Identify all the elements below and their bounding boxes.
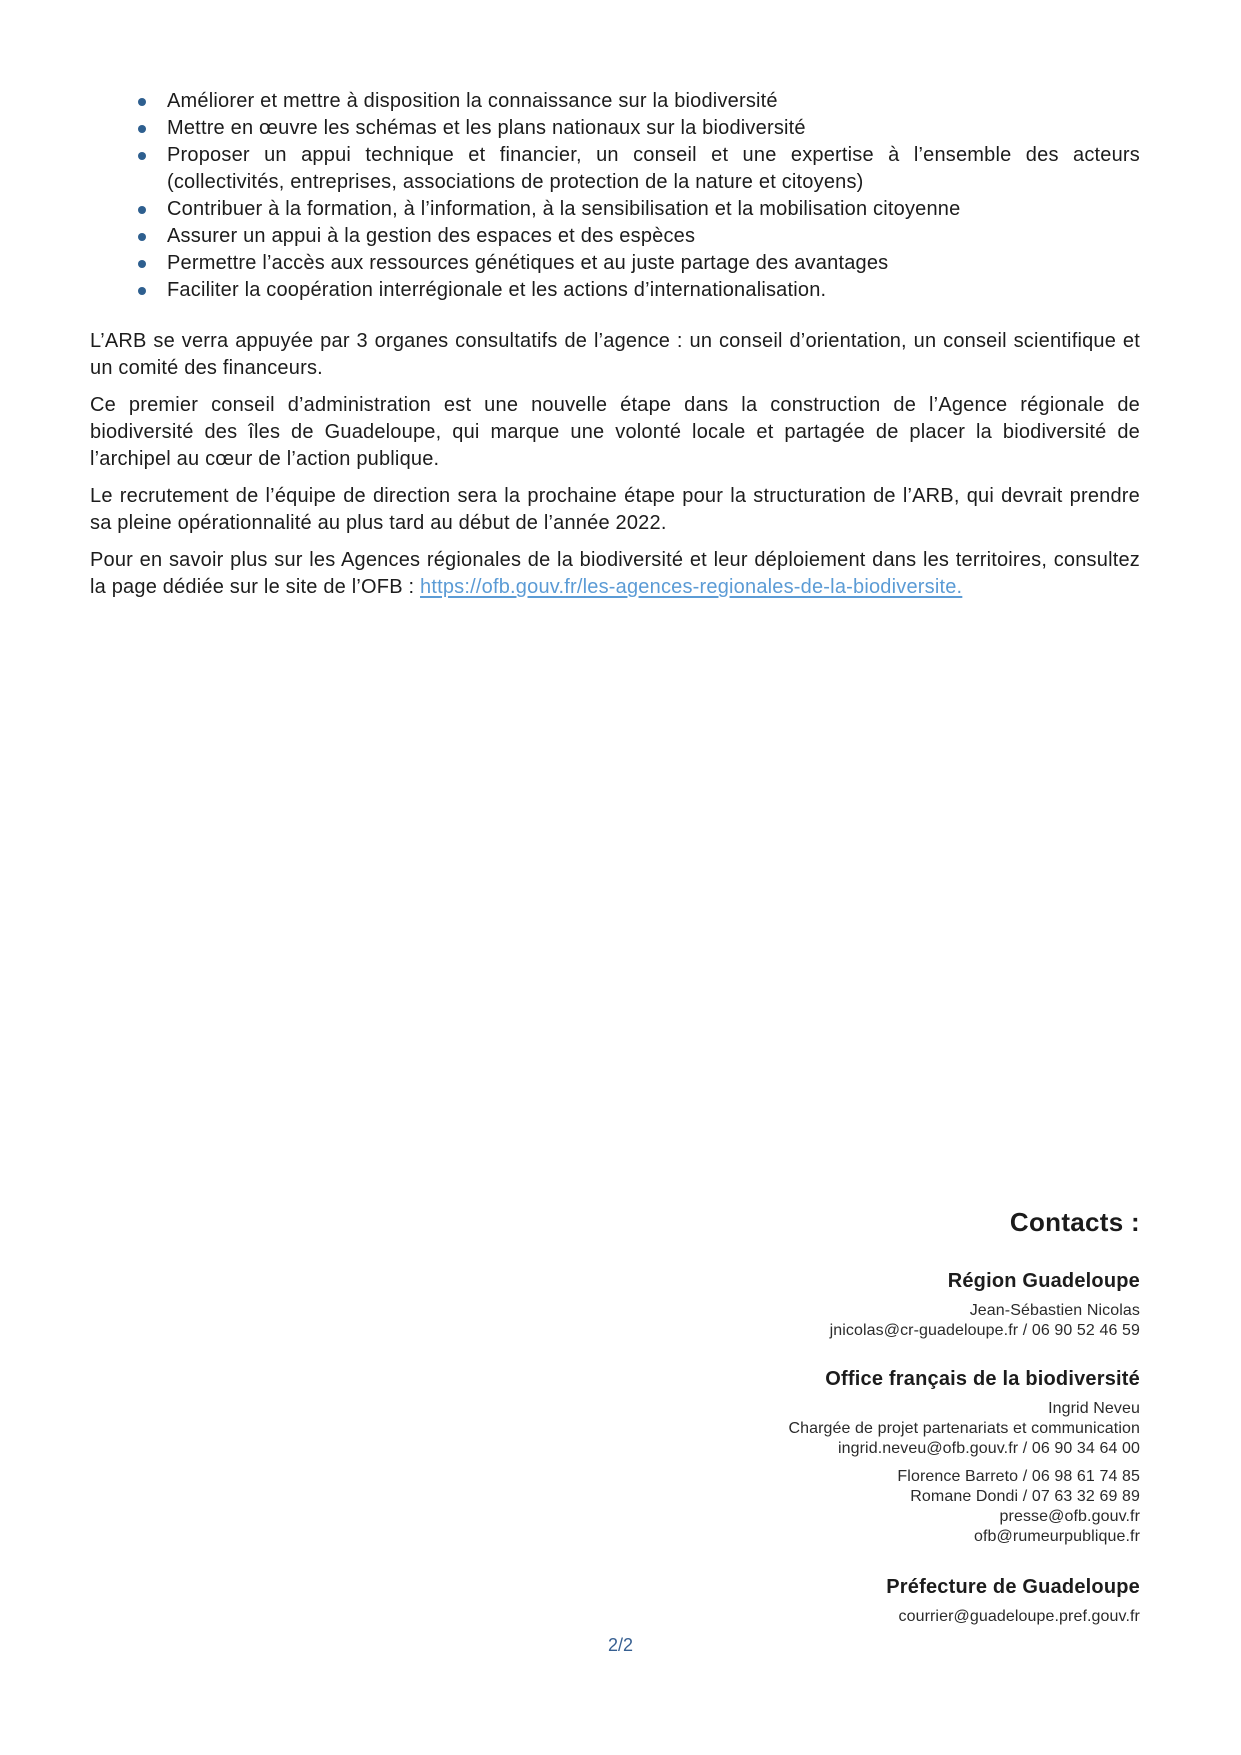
list-item: [90, 196, 1140, 223]
list-item-text: Assurer un appui à la gestion des espaces et des espèces: [167, 225, 696, 247]
contact-block-prefecture: [90, 1575, 1140, 1627]
bullet-icon: [138, 287, 146, 295]
contact-org-name: Région Guadeloupe: [947, 1270, 1140, 1292]
bullet-icon: [138, 206, 146, 214]
bullet-icon: [138, 152, 146, 160]
paragraph-premier-conseil: Ce premier conseil d’administration est une nouvelle étape dans la construction de l’Agence régionale de biodiversité des îles de Guadeloupe, qui marque une volonté locale et partagée de placer la biodiversité de l’archipel au cœur de l’action publique.: [90, 394, 1140, 470]
document-body: [90, 88, 1140, 601]
list-item: [90, 88, 1140, 115]
contact-block-ofb: [90, 1367, 1140, 1547]
list-item: [90, 277, 1140, 304]
list-item: [90, 223, 1140, 250]
contact-group: [90, 1607, 1140, 1627]
contact-group: [90, 1467, 1140, 1547]
contact-block-region-guadeloupe: [90, 1269, 1140, 1341]
contact-org-name: Office français de la biodiversité: [825, 1368, 1140, 1390]
contact-person-name: Ingrid Neveu: [1048, 1400, 1140, 1417]
contact-email-phone: ingrid.neveu@ofb.gouv.fr / 06 90 34 64 00: [837, 1440, 1140, 1457]
contact-person-phone: Romane Dondi / 07 63 32 69 89: [910, 1488, 1140, 1505]
bullet-icon: [138, 125, 146, 133]
contact-group: [90, 1301, 1140, 1341]
contact-person-name: Jean-Sébastien Nicolas: [969, 1302, 1140, 1319]
list-item-text: Mettre en œuvre les schémas et les plans nationaux sur la biodiversité: [167, 117, 806, 139]
ofb-website-link[interactable]: https://ofb.gouv.fr/les-agences-regionales-de-la-biodiversite.: [420, 576, 963, 598]
contact-email: courrier@guadeloupe.pref.gouv.fr: [898, 1608, 1140, 1625]
contact-email: presse@ofb.gouv.fr: [999, 1508, 1140, 1525]
contact-email-phone: jnicolas@cr-guadeloupe.fr / 06 90 52 46 59: [829, 1322, 1140, 1339]
paragraph-arb-organes: L’ARB se verra appuyée par 3 organes consultatifs de l’agence : un conseil d’orientation, un conseil scientifique et un comité des financeurs.: [90, 330, 1140, 379]
contact-person-title: Chargée de projet partenariats et communication: [788, 1420, 1140, 1437]
contact-group: [90, 1399, 1140, 1459]
bullet-icon: [138, 260, 146, 268]
list-item: [90, 142, 1140, 196]
contact-email: ofb@rumeurpublique.fr: [974, 1528, 1140, 1545]
paragraph-recrutement: Le recrutement de l’équipe de direction sera la prochaine étape pour la structuration de l’ARB, qui devrait prendre sa pleine opérationnalité au plus tard au début de l’année 2022.: [90, 485, 1140, 534]
contact-person-phone: Florence Barreto / 06 98 61 74 85: [897, 1468, 1140, 1485]
bullet-icon: [138, 233, 146, 241]
list-item-text: Contribuer à la formation, à l’information, à la sensibilisation et la mobilisation citoyenne: [167, 198, 961, 220]
list-item-text: Faciliter la coopération interrégionale et les actions d’internationalisation.: [167, 279, 827, 301]
page-number: 2/2: [607, 1635, 634, 1655]
list-item: [90, 115, 1140, 142]
list-item: [90, 250, 1140, 277]
contacts-section: [90, 1207, 1140, 1627]
paragraph-text: Pour en savoir plus sur les Agences régionales de la biodiversité et leur déploiement dans les territoires, consultez la page dédiée sur le site de l’OFB :: [90, 549, 1140, 598]
page-footer: [0, 1634, 1241, 1656]
list-item-text: Proposer un appui technique et financier, un conseil et une expertise à l’ensemble des acteurs (collectivités, entreprises, associations de protection de la nature et citoyens): [167, 144, 1140, 193]
bullet-icon: [138, 98, 146, 106]
contact-org-name: Préfecture de Guadeloupe: [886, 1576, 1140, 1598]
contacts-heading: Contacts :: [1009, 1207, 1140, 1237]
list-item-text: Améliorer et mettre à disposition la connaissance sur la biodiversité: [167, 90, 778, 112]
paragraph-en-savoir-plus: [90, 547, 1140, 601]
missions-bullet-list: [90, 88, 1140, 304]
list-item-text: Permettre l’accès aux ressources génétiques et au juste partage des avantages: [167, 252, 889, 274]
